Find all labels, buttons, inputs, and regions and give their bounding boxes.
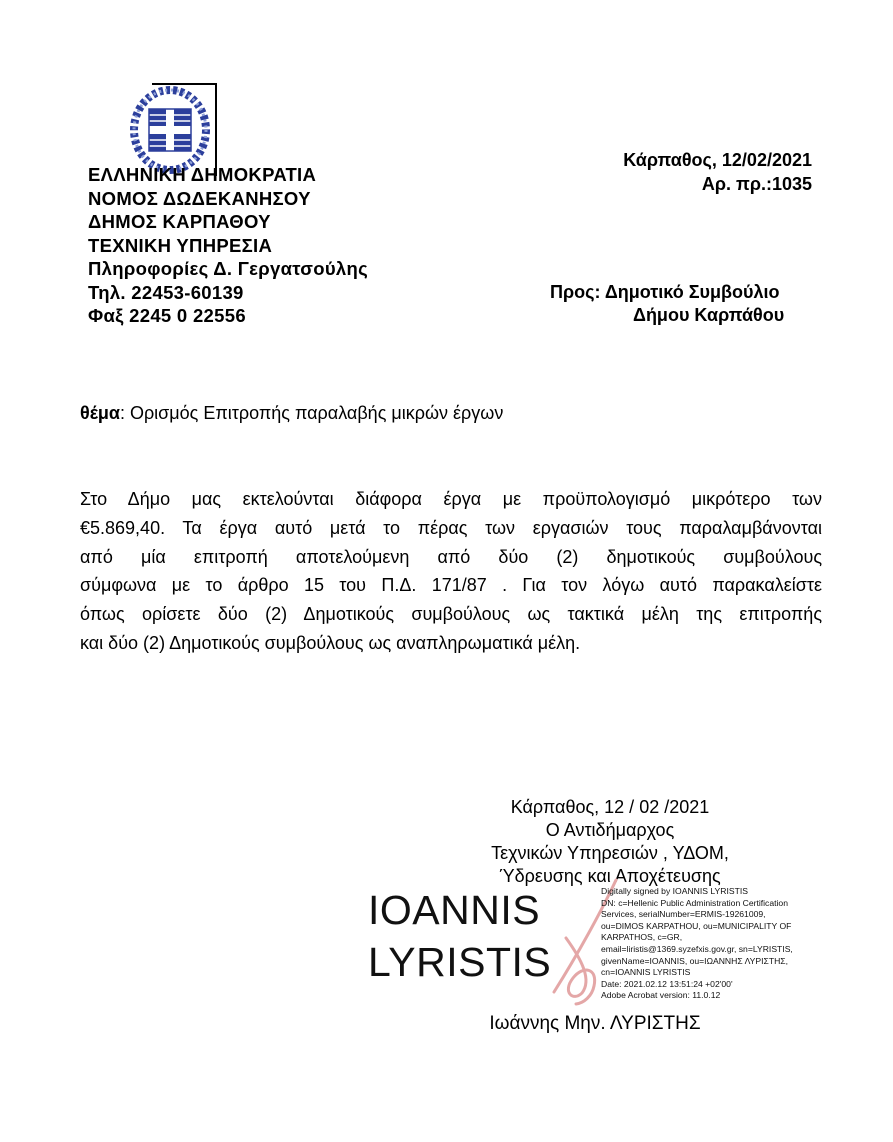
signer-name: Ιωάννης Μην. ΛΥΡΙΣΤΗΣ: [489, 1013, 701, 1034]
signature-detail-line: Digitally signed by IOANNIS LYRISTIS: [601, 886, 748, 896]
body-paragraph: [80, 485, 822, 658]
sender-line-contact: Πληροφορίες Δ. Γεργατσούλης: [88, 258, 369, 279]
sender-line-phone: Τηλ. 22453-60139: [88, 281, 244, 303]
signature-detail-line: cn=IOANNIS LYRISTIS: [601, 967, 691, 978]
body-line: σύμφωνα με το άρθρο 15 του Π.Δ. 171/87 . Για τον λόγω αυτό παρακαλείστε: [80, 575, 822, 596]
sender-line-prefecture: ΝΟΜΟΣ ΔΩΔΕΚΑΝΗΣΟΥ: [88, 187, 311, 209]
signature-detail-line: DN: c=Hellenic Public Administration Certification: [601, 897, 788, 908]
subject-text: : Ορισμός Επιτροπής παραλαβής μικρών έργων: [119, 403, 504, 423]
signature-detail-line: Services, serialNumber=ERMIS-19261009,: [601, 909, 766, 920]
reference-block: [480, 148, 812, 196]
closing-dept-line2: Ύδρευσης και Αποχέτευσης: [499, 866, 721, 886]
signature-detail-line: Date: 2021.02.12 13:51:24 +02'00': [601, 978, 733, 989]
signature-detail-line: email=liristis@1369.syzefxis.gov.gr, sn=LYRISTIS,: [601, 943, 793, 954]
body-line: όπως ορίσετε δύο (2) Δημοτικούς συμβούλους ως τακτικά μέλη της επιτροπής: [80, 604, 822, 625]
sender-line-republic: ΕΛΛΗΝΙΚΗ ΔΗΜΟΚΡΑΤΙΑ: [88, 164, 317, 185]
sender-line-municipality: ΔΗΜΟΣ ΚΑΡΠΑΘΟΥ: [88, 211, 271, 232]
signature-detail-line: KARPATHOS, c=GR,: [601, 932, 683, 943]
sender-line-fax: Φαξ 2245 0 22556: [88, 305, 246, 326]
signature-detail-line: Adobe Acrobat version: 11.0.12: [601, 990, 721, 1001]
subject-label: θέμα: [80, 403, 120, 423]
recipient-line2: Δήμου Καρπάθου: [633, 305, 785, 325]
subject-line: [80, 402, 503, 424]
signature-detail-line: ou=DIMOS KARPATHOU, ou=MUNICIPALITY OF: [601, 920, 792, 931]
body-line: από μία επιτροπή αποτελούμενη από δύο (2) δημοτικούς συμβούλους: [80, 546, 822, 567]
signature-name-line2: LYRISTIS: [368, 939, 552, 985]
signature-details: [601, 886, 813, 1002]
body-line: και δύο (2) Δημοτικούς συμβούλους ως αναπληρωματικά μέλη.: [80, 632, 581, 653]
closing-title: Ο Αντιδήμαρχος: [545, 820, 675, 840]
place-date: Κάρπαθος, 12/02/2021: [623, 150, 812, 170]
sender-block: [88, 163, 368, 328]
closing-block: [430, 796, 790, 888]
signature-name-line1: IOANNIS: [368, 887, 541, 933]
body-line: €5.869,40. Τα έργα αυτό μετά το πέρας των εργασιών τους παραλαμβάνονται: [80, 517, 822, 538]
digital-signature-name: [368, 884, 551, 988]
recipient-block: [550, 281, 784, 327]
closing-dept-line1: Τεχνικών Υπηρεσιών , ΥΔΟΜ,: [491, 843, 729, 863]
signature-detail-line: givenName=IOANNIS, ou=ΙΩΑΝΝΗΣ ΛΥΡΙΣΤΗΣ,: [601, 955, 788, 966]
recipient-line1: Προς: Δημοτικό Συμβούλιο: [550, 282, 780, 302]
sender-line-department: ΤΕΧΝΙΚΗ ΥΠΗΡΕΣΙΑ: [88, 234, 273, 256]
protocol-number: Αρ. πρ.:1035: [701, 174, 812, 194]
body-line: Στο Δήμο μας εκτελούνται διάφορα έργα με προϋπολογισμό μικρότερο των: [80, 489, 822, 509]
closing-place-date: Κάρπαθος, 12 / 02 /2021: [510, 797, 710, 817]
